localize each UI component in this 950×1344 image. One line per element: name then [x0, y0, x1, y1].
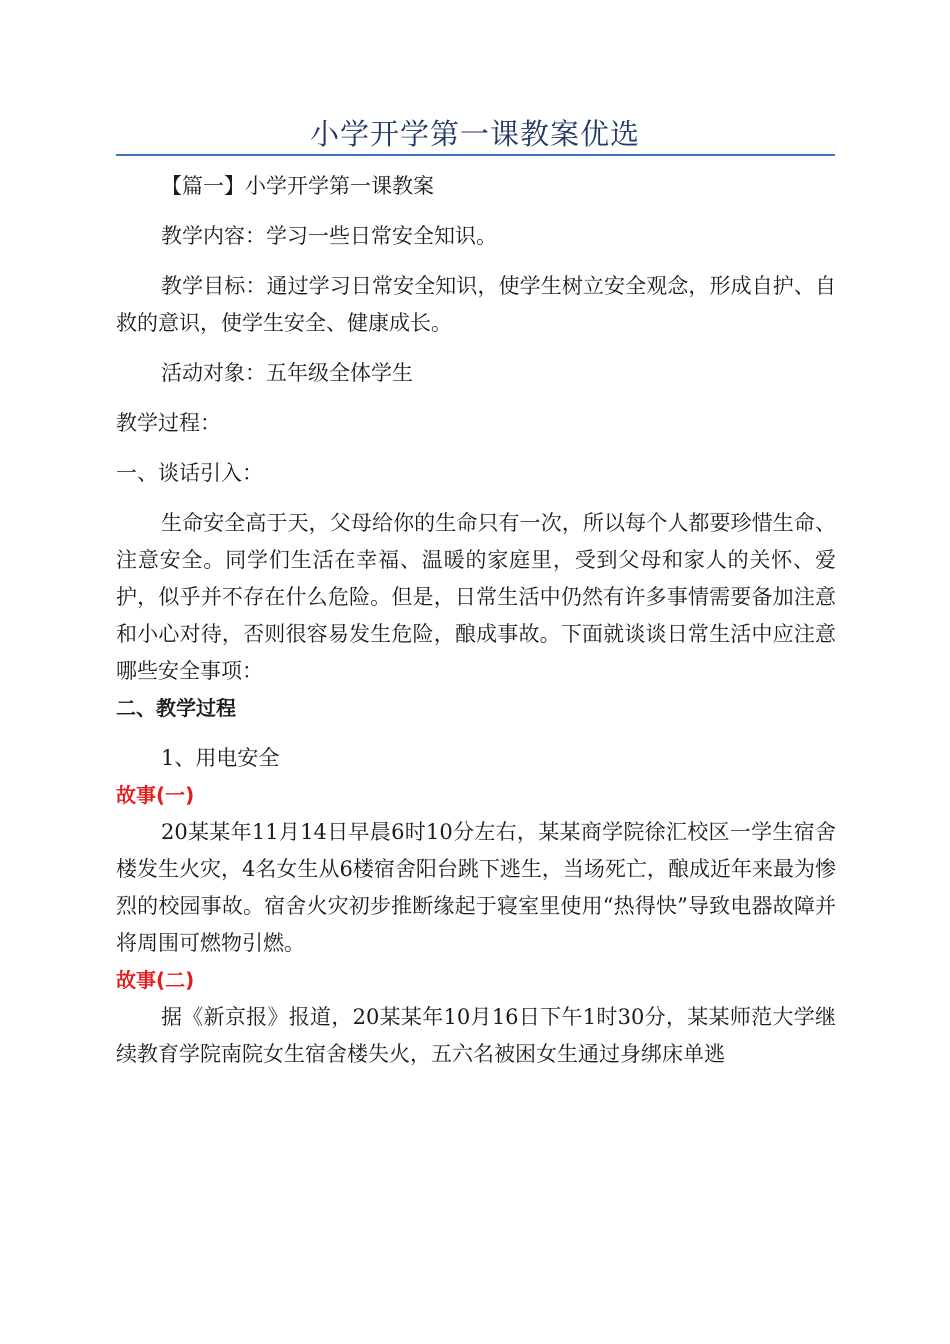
electric-safety-heading: 1、用电安全	[161, 746, 280, 770]
story-two-heading: 故事(二)	[116, 968, 195, 992]
teaching-process-label: 教学过程：	[116, 411, 221, 435]
teaching-content-paragraph: 教学内容：学习一些日常安全知识。	[161, 224, 497, 248]
page-title: 小学开学第一课教案优选	[309, 117, 640, 151]
section-title-paragraph: 【篇一】小学开学第一课教案	[161, 174, 434, 198]
section-two-heading: 二、教学过程	[116, 696, 236, 720]
intro-heading: 一、谈话引入：	[116, 461, 263, 485]
story-two-paragraph: 据《新京报》报道，20某某年10月16日下午1时30分，某某师范大学继续教育学院南院女生宿舍楼失火，五六名被困女生通过身绑床单逃	[116, 1005, 836, 1066]
document-body	[116, 168, 836, 1073]
intro-paragraph: 生命安全高于天，父母给你的生命只有一次，所以每个人都要珍惜生命、注意安全。同学们生活在幸福、温暖的家庭里，受到父母和家人的关怀、爱护，似乎并不存在什么危险。但是，日常生活中仍然有许多事情需要备加注意和小心对待，否则很容易发生危险，酿成事故。下面就谈谈日常生活中应注意哪些安全事项：	[116, 511, 836, 683]
title-divider	[116, 154, 835, 156]
activity-target-paragraph: 活动对象：五年级全体学生	[161, 361, 413, 385]
story-one-heading: 故事(一)	[116, 783, 195, 807]
story-one-paragraph: 20某某年11月14日早晨6时10分左右，某某商学院徐汇校区一学生宿舍楼发生火灾，4名女生从6楼宿舍阳台跳下逃生，当场死亡，酿成近年来最为惨烈的校园事故。宿舍火灾初步推断缘起于寝室里使用“热得快”导致电器故障并将周围可燃物引燃。	[116, 820, 836, 955]
teaching-goal-paragraph: 教学目标：通过学习日常安全知识，使学生树立安全观念，形成自护、自救的意识，使学生安全、健康成长。	[116, 274, 836, 335]
